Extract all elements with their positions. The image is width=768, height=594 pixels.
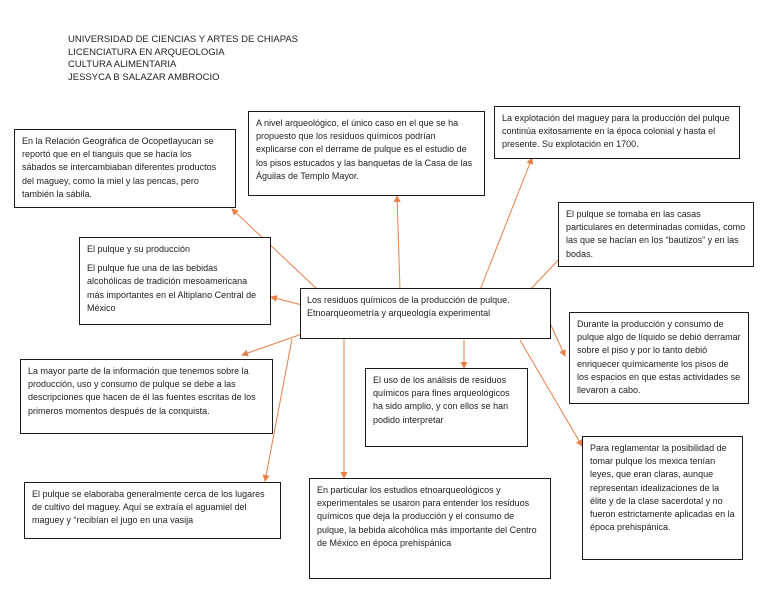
box-templo-text: A nivel arqueológico, el único caso en el que se ha propuesto que los residuos químicos podrían explicarse con el derrame de pulque es el estudio de los pisos estucados y las banquetas de la Casa de las Águilas de Templo Mayor.	[256, 118, 473, 181]
box-derramar-pisos	[569, 312, 749, 404]
arrow-to-derramar	[550, 323, 565, 356]
arrow-to-produccion	[271, 297, 302, 305]
box-produccion-text: El pulque fue una de las bebidas alcohólicas de tradición mesoamericana más importantes en el Altiplano Central de México	[87, 263, 257, 313]
course-name: CULTURA ALIMENTARIA	[68, 59, 177, 70]
box-templo-mayor	[248, 111, 485, 196]
box-relacion-geografica	[14, 129, 236, 208]
box-leyes-mexica	[582, 436, 743, 560]
box-informacion-text: La mayor parte de la información que tenemos sobre la producción, uso y consumo de pulque se debe a las descripciones que hacen de él las fuentes escritas de los primeros momentos después de la conquista.	[28, 366, 256, 416]
author-name: JESSYCA B SALAZAR AMBROCIO	[68, 71, 220, 83]
box-elaboraba-pulque	[24, 482, 281, 539]
arrow-to-informacion	[242, 334, 302, 355]
box-pulque-produccion	[79, 237, 271, 325]
degree-program: LICENCIATURA EN ARQUEOLOGIA	[68, 46, 225, 58]
university-name: UNIVERSIDAD DE CIENCIAS Y ARTES DE CHIAPAS	[68, 34, 298, 45]
box-explotacion-colonial	[494, 106, 740, 159]
box-analisis-text: El uso de los análisis de residuos químicos para fines arqueológicos ha sido amplio, y con ellos se han podido interpretar	[373, 375, 510, 425]
box-elaboraba-text: El pulque se elaboraba generalmente cerca de los lugares de cultivo del maguey. Aquí se extraía el aguamiel del maguey y “recibían el jugo en una vasija	[32, 489, 265, 526]
arrow-to-colonial	[480, 158, 532, 290]
box-etnoarqueologicos	[309, 478, 551, 579]
central-topic-box	[300, 288, 551, 339]
box-casas-particulares	[558, 202, 754, 267]
box-etnoarq-text: En particular los estudios etnoarqueológicos y experimentales se usaron para entender los residuos químicos que deja la producción y el consumo de pulque, la bebida alcohólica más importante del Centro de México en época prehispánica	[317, 485, 537, 548]
central-topic-line2: Etnoarqueometría y arqueología experimental	[307, 308, 491, 319]
box-analisis-residuos	[365, 368, 528, 447]
arrow-to-templo	[397, 196, 400, 290]
box-informacion-fuentes	[20, 359, 273, 434]
box-derramar-text: Durante la producción y consumo de pulque algo de líquido se debió derramar sobre el piso y por lo tanto debió enriquecer químicamente los pisos de los espacios en que estas actividades se llevaron a cabo.	[577, 319, 741, 396]
document-header	[68, 34, 298, 84]
box-produccion-title: El pulque y su producción	[87, 244, 191, 254]
box-casas-text: El pulque se tomaba en las casas particulares en determinadas comidas, como las que se hacían en los “bautizos” y en las bodas.	[566, 209, 746, 259]
central-topic-line1: Los residuos químicos de la producción de pulque.	[307, 295, 510, 305]
box-relacion-text: En la Relación Geográfica de Ocopetlayucan se reportó que en el tianguis que se hacía los sábados se intercambiaban diferentes productos del maguey, como la miel y las pencas, pero también la sábila.	[22, 136, 217, 199]
box-colonial-text: La explotación del maguey para la producción del pulque continúa exitosamente en la época colonial y hasta el presente. Su explotación en 1700.	[502, 113, 730, 150]
box-leyes-text: Para reglamentar la posibilidad de tomar pulque los mexica tenían leyes, que eran claras, aunque representan idealizaciones de la élite y de la clase sacerdotal y no fueron estrictamente aplicadas en la época prehispánica.	[590, 443, 735, 533]
